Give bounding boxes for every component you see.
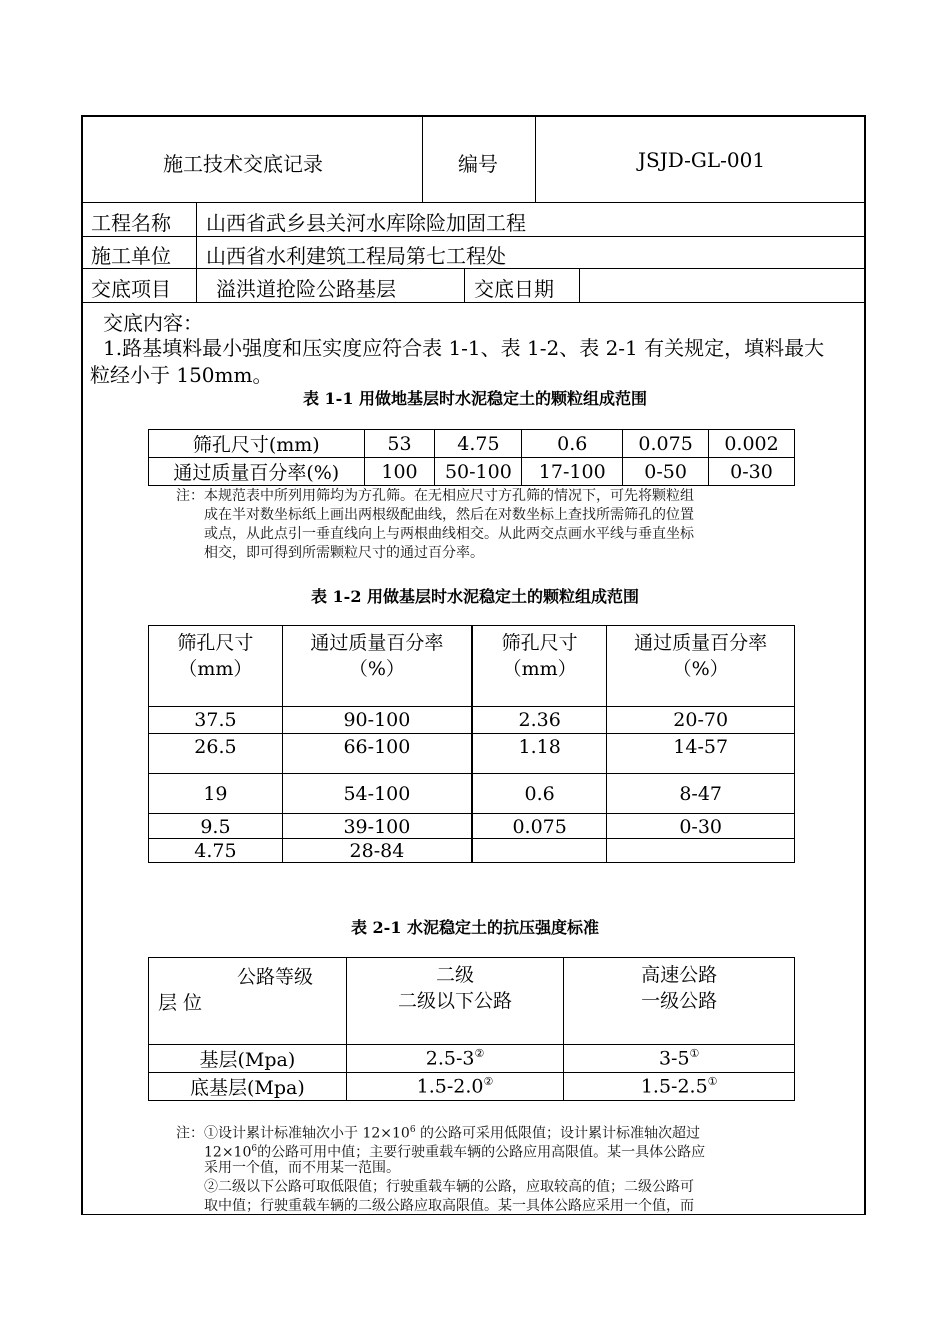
table-cell: 54-100 xyxy=(282,774,472,814)
code-value: JSJD-GL-001 xyxy=(638,148,766,172)
table-cell: 基层(Mpa) xyxy=(149,1045,347,1073)
table-cell: 37.5 xyxy=(149,707,283,734)
table-cell: 100 xyxy=(364,458,435,486)
table-cell: 0-30 xyxy=(709,458,795,486)
table-cell xyxy=(472,839,607,863)
header-text: 二级以下公路 xyxy=(398,990,513,1012)
table-title: 表 1-1 用做地基层时水泥稳定土的颗粒组成范围 xyxy=(302,389,648,408)
header-text: 筛孔尺寸 xyxy=(501,632,578,654)
header-unit: （mm） xyxy=(502,658,577,680)
table-cell: 53 xyxy=(364,430,435,458)
footnote-mark: ① xyxy=(707,1075,718,1089)
project-label: 工程名称 xyxy=(91,211,171,235)
table-cell: 0.6 xyxy=(522,430,623,458)
divider xyxy=(81,202,866,203)
table-title: 表 1-2 用做基层时水泥稳定土的颗粒组成范围 xyxy=(310,587,640,606)
table-note: 注：本规范表中所列用筛均为方孔筛。在无相应尺寸方孔筛的情况下，可先将颗粒组 xyxy=(176,488,694,504)
table-note: 或点，从此点引一垂直线向上与两根曲线相交。从此两交点画水平线与垂直坐标 xyxy=(204,526,694,542)
table-cell: 0-50 xyxy=(623,458,709,486)
table-cell: 4.75 xyxy=(149,839,283,863)
divider xyxy=(464,268,465,302)
table-cell xyxy=(607,839,795,863)
header-text: 一级公路 xyxy=(641,990,718,1012)
grading-table-2 xyxy=(148,625,795,863)
header-text: 层 位 xyxy=(158,992,203,1014)
note-text: 注：①设计累计标准轴次小于 12×10 xyxy=(176,1125,410,1142)
table-cell: 66-100 xyxy=(282,734,472,774)
table-cell xyxy=(346,1045,564,1073)
unit-value: 山西省水利建筑工程局第七工程处 xyxy=(206,244,506,268)
header-text: 公路等级 xyxy=(237,966,314,988)
footnote-mark: ② xyxy=(483,1075,494,1089)
table-header-cell xyxy=(564,958,795,1045)
table-header-diag xyxy=(149,958,347,1045)
header-unit: （%） xyxy=(672,658,729,680)
note-text: 12×10 xyxy=(204,1144,252,1161)
table-cell: 0-30 xyxy=(607,814,795,839)
strength-table xyxy=(148,957,795,1101)
table-cell: 底基层(Mpa) xyxy=(149,1073,347,1101)
header-text: 二级 xyxy=(436,964,475,986)
cell-value: 2.5-3 xyxy=(425,1047,475,1070)
table-cell: 筛孔尺寸(mm) xyxy=(149,430,365,458)
footnote-mark: ② xyxy=(474,1047,485,1061)
grading-table-1 xyxy=(148,429,795,486)
header-unit: （mm） xyxy=(178,658,253,680)
table-cell: 19 xyxy=(149,774,283,814)
table-cell: 20-70 xyxy=(607,707,795,734)
divider xyxy=(422,116,423,202)
divider xyxy=(196,202,197,302)
table-cell xyxy=(346,1073,564,1101)
table-cell: 8-47 xyxy=(607,774,795,814)
header-text: 高速公路 xyxy=(641,964,718,986)
table-title: 表 2-1 水泥稳定土的抗压强度标准 xyxy=(350,918,600,937)
table-header-cell xyxy=(346,958,564,1045)
exponent: 6 xyxy=(409,1125,416,1135)
table-cell: 0.075 xyxy=(472,814,607,839)
code-label: 编号 xyxy=(458,152,498,176)
divider xyxy=(81,236,866,237)
divider xyxy=(535,116,536,202)
header-text: 通过质量百分率 xyxy=(634,632,768,654)
item-value: 溢洪道抢险公路基层 xyxy=(216,277,396,301)
table-cell xyxy=(564,1073,795,1101)
project-value: 山西省武乡县关河水库除险加固工程 xyxy=(206,211,526,235)
table-cell: 0.002 xyxy=(709,430,795,458)
date-label: 交底日期 xyxy=(474,277,554,301)
table-cell: 17-100 xyxy=(522,458,623,486)
table-cell: 90-100 xyxy=(282,707,472,734)
table-header-cell xyxy=(282,626,472,707)
table-note: 取中值；行驶重载车辆的二级公路应取高限值。某一具体公路应采用一个值，而 xyxy=(204,1198,694,1213)
content-label: 交底内容： xyxy=(103,311,203,335)
table-cell: 28-84 xyxy=(282,839,472,863)
note-text: 的公路可用中值；主要行驶重载车辆的公路应用高限值。某一具体公路应 xyxy=(257,1144,706,1161)
table-cell: 4.75 xyxy=(435,430,522,458)
header-unit: （%） xyxy=(348,658,405,680)
table-cell: 50-100 xyxy=(435,458,522,486)
table-cell: 39-100 xyxy=(282,814,472,839)
content-paragraph: 粒经小于 150mm。 xyxy=(90,363,273,387)
cell-value: 1.5-2.5 xyxy=(640,1075,708,1098)
unit-label: 施工单位 xyxy=(91,244,171,268)
table-cell: 9.5 xyxy=(149,814,283,839)
table-cell: 14-57 xyxy=(607,734,795,774)
table-header-cell xyxy=(149,626,283,707)
note-text: 的公路可采用低限值；设计累计标准轴次超过 xyxy=(420,1125,700,1142)
table-header-cell xyxy=(472,626,607,707)
cell-value: 1.5-2.0 xyxy=(416,1075,484,1098)
content-paragraph: 1.路基填料最小强度和压实度应符合表 1-1、表 1-2、表 2-1 有关规定，填料最大 xyxy=(103,336,825,360)
table-cell: 1.18 xyxy=(472,734,607,774)
table-cell: 2.36 xyxy=(472,707,607,734)
table-cell: 26.5 xyxy=(149,734,283,774)
table-note: 采用一个值，而不用某一范围。 xyxy=(204,1160,400,1176)
table-note: 成在半对数坐标纸上画出两根级配曲线，然后在对数坐标上查找所需筛孔的位置 xyxy=(204,507,694,523)
footnote-mark: ① xyxy=(689,1047,700,1061)
table-cell xyxy=(564,1045,795,1073)
form-title: 施工技术交底记录 xyxy=(163,152,323,176)
divider xyxy=(81,302,866,303)
table-note: ②二级以下公路可取低限值；行驶重载车辆的公路，应取较高的值；二级公路可 xyxy=(204,1179,694,1195)
table-header-cell xyxy=(607,626,795,707)
divider xyxy=(579,268,580,302)
table-cell: 通过质量百分率(%) xyxy=(149,458,365,486)
cell-value: 3-5 xyxy=(658,1047,690,1070)
header-text: 筛孔尺寸 xyxy=(177,632,254,654)
header-text: 通过质量百分率 xyxy=(310,632,444,654)
table-cell: 0.075 xyxy=(623,430,709,458)
item-label: 交底项目 xyxy=(91,277,171,301)
table-cell: 0.6 xyxy=(472,774,607,814)
exponent: 6 xyxy=(251,1144,258,1154)
table-note: 相交，即可得到所需颗粒尺寸的通过百分率。 xyxy=(204,545,484,561)
